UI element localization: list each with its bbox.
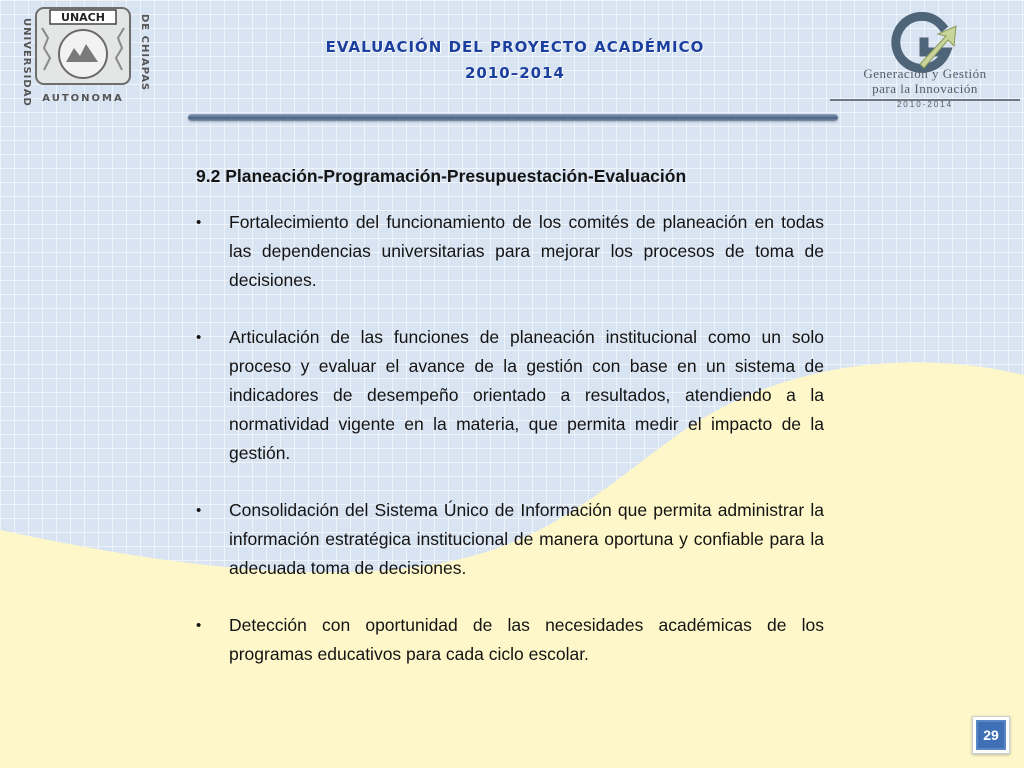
bullet-icon: • xyxy=(196,329,202,346)
page-title: EVALUACIÓN DEL PROYECTO ACADÉMICO xyxy=(325,38,705,56)
page-number: 29 xyxy=(976,720,1006,750)
university-seal-logo xyxy=(8,4,158,108)
list-item-text: Articulación de las funciones de planeación institucional como un solo proceso y evaluar el avance de la gestión con base en un sistema de indicadores de desempeño orientado a resultados, atendiendo a la normatividad vigente en la materia, que permita medir el impacto de la gestión. xyxy=(229,327,824,463)
list-item xyxy=(196,611,824,669)
seal-bottom-text: AUTONOMA xyxy=(42,93,124,104)
page-number-badge xyxy=(972,716,1010,754)
bullet-icon: • xyxy=(196,617,202,634)
list-item xyxy=(196,323,824,468)
bullet-icon: • xyxy=(196,502,202,519)
seal-left-text: UNIVERSIDAD xyxy=(21,18,32,107)
list-item xyxy=(196,208,824,295)
logo-years: 2010-2014 xyxy=(896,100,954,109)
list-item-text: Consolidación del Sistema Único de Información que permita administrar la información estratégica institucional de manera oportuna y confiable para la adecuada toma de decisiones. xyxy=(229,500,824,578)
list-item-text: Fortalecimiento del funcionamiento de los comités de planeación en todas las dependencias universitarias para mejorar los procesos de toma de decisiones. xyxy=(229,212,824,290)
list-item-text: Detección con oportunidad de las necesidades académicas de los programas educativos para cada ciclo escolar. xyxy=(229,615,824,664)
logo-text-line1: Generación y Gestión xyxy=(863,66,987,81)
list-item xyxy=(196,496,824,583)
bullet-icon: • xyxy=(196,214,202,231)
section-heading: 9.2 Planeación-Programación-Presupuestación-Evaluación xyxy=(196,166,687,186)
slide-content xyxy=(196,162,824,697)
logo-text-line2: para la Innovación xyxy=(830,81,1020,101)
page-subtitle-years: 2010–2014 xyxy=(465,64,565,82)
seal-badge-text: UNACH xyxy=(61,11,105,24)
header-divider xyxy=(188,114,838,121)
seal-right-text: DE CHIAPAS xyxy=(139,14,150,92)
bullet-list xyxy=(196,208,824,669)
innovation-logo-icon xyxy=(880,12,966,74)
